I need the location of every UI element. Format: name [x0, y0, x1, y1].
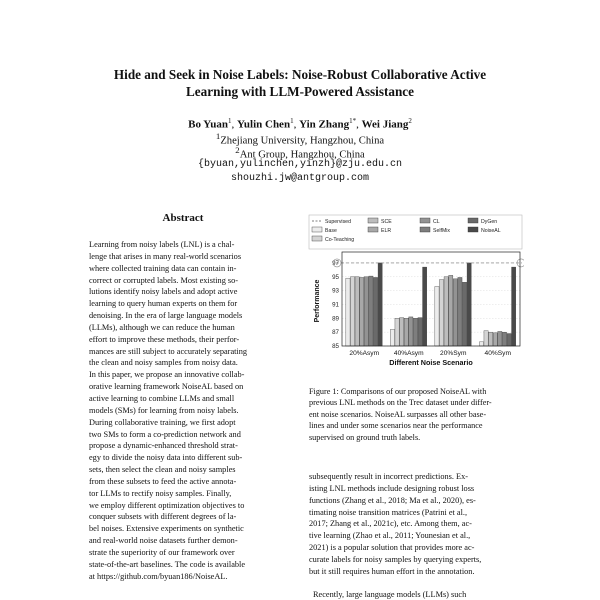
x-tick-label: 20%Sym	[440, 350, 467, 357]
bar	[458, 277, 462, 346]
legend-swatch	[368, 227, 378, 232]
abstract-line: In this paper, we propose an innovative collab-	[89, 370, 245, 380]
legend-swatch	[468, 227, 478, 232]
body-cut-line: Recently, large language models (LLMs) such	[313, 590, 467, 599]
abstract-line: correct or corrupted labels. Most existing so-	[89, 275, 239, 285]
body-line: isting LNL methods include designing robust loss	[309, 483, 475, 493]
bar	[449, 275, 453, 346]
abstract-line: orative learning framework NoiseAL based on	[89, 382, 244, 392]
bar	[409, 317, 413, 346]
abstract-line: two SMs to form a co-prediction network and	[89, 429, 241, 439]
abstract-line: tor LLMs to rectify noisy samples. Finally,	[89, 488, 232, 498]
bar	[395, 318, 399, 346]
bar	[502, 332, 506, 346]
body-line: timating noise transition matrices (Patrini et al.,	[309, 507, 468, 517]
email-1: {byuan,yulinchen,yinzh}@zju.edu.cn	[197, 159, 403, 170]
caption-line: ent noise scenarios. NoiseAL surpasses all other base-	[309, 409, 487, 419]
author-sup: 2	[408, 117, 412, 125]
y-tick-label: 89	[332, 315, 339, 323]
chart-plot-area	[314, 252, 524, 367]
abstract-line: mances are still subject to accurately separating	[89, 346, 248, 356]
author-name: Yulin Chen	[236, 118, 291, 131]
abstract-line: conquer subsets with different degrees of la-	[89, 512, 237, 522]
legend-label: CL	[433, 219, 440, 225]
abstract-line: state-of-the-art baselines. The code is available	[89, 559, 246, 569]
figure-caption	[309, 386, 522, 443]
body-line: 2021) is a popular solution that provides more ac-	[309, 543, 475, 553]
abstract-line: at https://github.com/byuan186/NoiseAL.	[89, 571, 228, 581]
abstract-line: models (SMs) for learning from noisy labels.	[89, 405, 239, 415]
y-tick-label: 91	[332, 301, 339, 309]
legend-label: Co-Teaching	[325, 237, 355, 243]
legend-swatch	[420, 227, 430, 232]
legend-swatch	[312, 236, 322, 241]
abstract-heading: Abstract	[162, 212, 204, 224]
bar	[507, 334, 511, 346]
bar	[484, 331, 488, 346]
paper-title	[40, 66, 560, 100]
bar	[378, 263, 382, 346]
abstract-line: lenge that arises in many real-world scenarios	[89, 251, 242, 261]
bar	[373, 277, 377, 346]
abstract-line: lutions identify noisy labels and adopt active	[89, 287, 238, 297]
legend-swatch	[420, 218, 430, 223]
abstract-line: learning to query human experts on them for	[89, 299, 238, 309]
body-line: functions (Zhang et al., 2018; Ma et al., 2020), es-	[309, 495, 476, 505]
bar	[489, 332, 493, 346]
bar	[360, 277, 364, 346]
abstract-line: and real-world noise datasets further demon-	[89, 536, 238, 546]
body-line: curate labels for noisy samples by querying experts,	[309, 554, 482, 564]
legend-label: Supervised	[325, 219, 351, 225]
bar	[418, 318, 422, 346]
bar	[462, 282, 466, 346]
legend-label: NoiseAL	[481, 228, 501, 234]
bar	[435, 286, 439, 346]
caption-line: lines and under some scenarios near the performance	[309, 421, 483, 431]
abstract-line: During collaborative training, we first adopt	[89, 417, 236, 427]
bar	[423, 267, 427, 346]
chart-legend	[309, 215, 522, 249]
bar	[413, 318, 417, 346]
y-tick-label: 87	[332, 329, 339, 337]
abstract-line: propose a dynamic-enhanced threshold strat-	[89, 441, 238, 451]
abstract-line: (LLMs), although we can reduce the human	[89, 322, 235, 332]
legend-label: DyGen	[481, 219, 498, 225]
bar	[498, 331, 502, 346]
legend-label: SelfMix	[433, 228, 451, 234]
y-tick-label: 93	[332, 287, 339, 295]
y-tick-label: 97	[332, 259, 339, 267]
bar	[467, 263, 471, 346]
affiliation-sup: 1	[215, 131, 221, 141]
body-paragraph	[309, 471, 522, 578]
title-line-1: Hide and Seek in Noise Labels: Noise-Robust Collaborative Active	[113, 67, 487, 82]
legend-label: ELR	[381, 228, 392, 234]
abstract-line: the clean and noisy samples from noisy data.	[89, 358, 238, 368]
abstract-line: denoising. In the era of large language models	[89, 311, 243, 321]
y-axis-label: Performance	[314, 279, 321, 323]
bar	[390, 329, 394, 346]
abstract-line: strate the superiority of our framework over	[89, 547, 235, 557]
abstract-line: we employ different optimization objectives to	[89, 500, 245, 510]
figure-1-chart	[308, 212, 524, 384]
abstract-line: effort to improve these methods, their perfor-	[89, 334, 240, 344]
bar	[346, 278, 350, 346]
bar	[364, 277, 368, 346]
author-list: Bo Yuan$^1$, Yulin Chen$^1$, Yin Zhang$^{1*}$, Wei Jiang$^2$	[188, 117, 412, 131]
bar	[404, 318, 408, 346]
bar	[453, 279, 457, 346]
bar	[493, 333, 497, 346]
body-line: 2017; Zhang et al., 2021c), etc. Among them, ac-	[309, 519, 472, 529]
abstract-line: Learning from noisy labels (LNL) is a chal-	[89, 240, 235, 249]
author-sup: 1	[227, 117, 232, 125]
legend-swatch	[468, 218, 478, 223]
x-tick-label: 20%Asym	[349, 350, 380, 357]
author-name: Bo Yuan	[188, 118, 228, 131]
bar	[479, 342, 483, 346]
bar	[512, 267, 516, 346]
abstract-line: where collected training data can contain in-	[89, 263, 237, 273]
y-tick-label: 85	[332, 343, 339, 350]
legend-swatch	[368, 218, 378, 223]
author-name: Yin Zhang	[299, 118, 350, 131]
author-sup: 1	[290, 117, 294, 125]
body-line: but it still requires human effort in the annotation.	[309, 566, 475, 576]
bar	[350, 277, 354, 346]
abstract-line: sets, then select the clean and noisy samples	[89, 465, 236, 475]
author-sup: 1*	[349, 117, 357, 125]
bar	[369, 276, 373, 346]
x-axis-label: Different Noise Scenario	[389, 358, 473, 367]
bar	[444, 277, 448, 346]
y-tick-label: 95	[332, 273, 339, 281]
legend-swatch	[312, 227, 322, 232]
legend-label: SCE	[381, 219, 392, 225]
legend-label: Base	[325, 228, 337, 234]
x-tick-label: 40%Asym	[393, 350, 424, 357]
abstract-line: egy to divide the noisy data into different sub-	[89, 453, 243, 463]
abstract-body	[89, 239, 279, 582]
abstract-line: bel noises. Extensive experiments on synthetic	[89, 524, 244, 534]
body-line: tive learning (Zhao et al., 2011; Younesian et al.,	[309, 531, 471, 541]
affiliation-text: Ant Group, Hangzhou, China	[239, 149, 365, 161]
bar	[439, 280, 443, 346]
affiliation-sup: 2	[235, 145, 240, 155]
bar	[400, 318, 404, 346]
email-2: shouzhi.jw@antgroup.com	[230, 173, 370, 184]
title-line-2: Learning with LLM-Powered Assistance	[186, 84, 414, 99]
caption-line: supervised on ground truth labels.	[309, 432, 421, 442]
body-line: subsequently result in incorrect predictions. Ex-	[309, 472, 468, 481]
x-tick-label: 40%Sym	[484, 350, 511, 357]
caption-line: previous LNL methods on the Trec dataset under differ-	[309, 398, 492, 408]
bar	[355, 277, 359, 346]
abstract-line: from these subsets to feed the active annota-	[89, 476, 237, 486]
author-name: Wei Jiang	[361, 118, 409, 131]
caption-line: Figure 1: Comparisons of our proposed NoiseAL with	[309, 387, 487, 396]
affiliation-text: Zhejiang University, Hangzhou, China	[220, 135, 385, 147]
abstract-line: active learning to combine LLMs and small	[89, 393, 235, 403]
